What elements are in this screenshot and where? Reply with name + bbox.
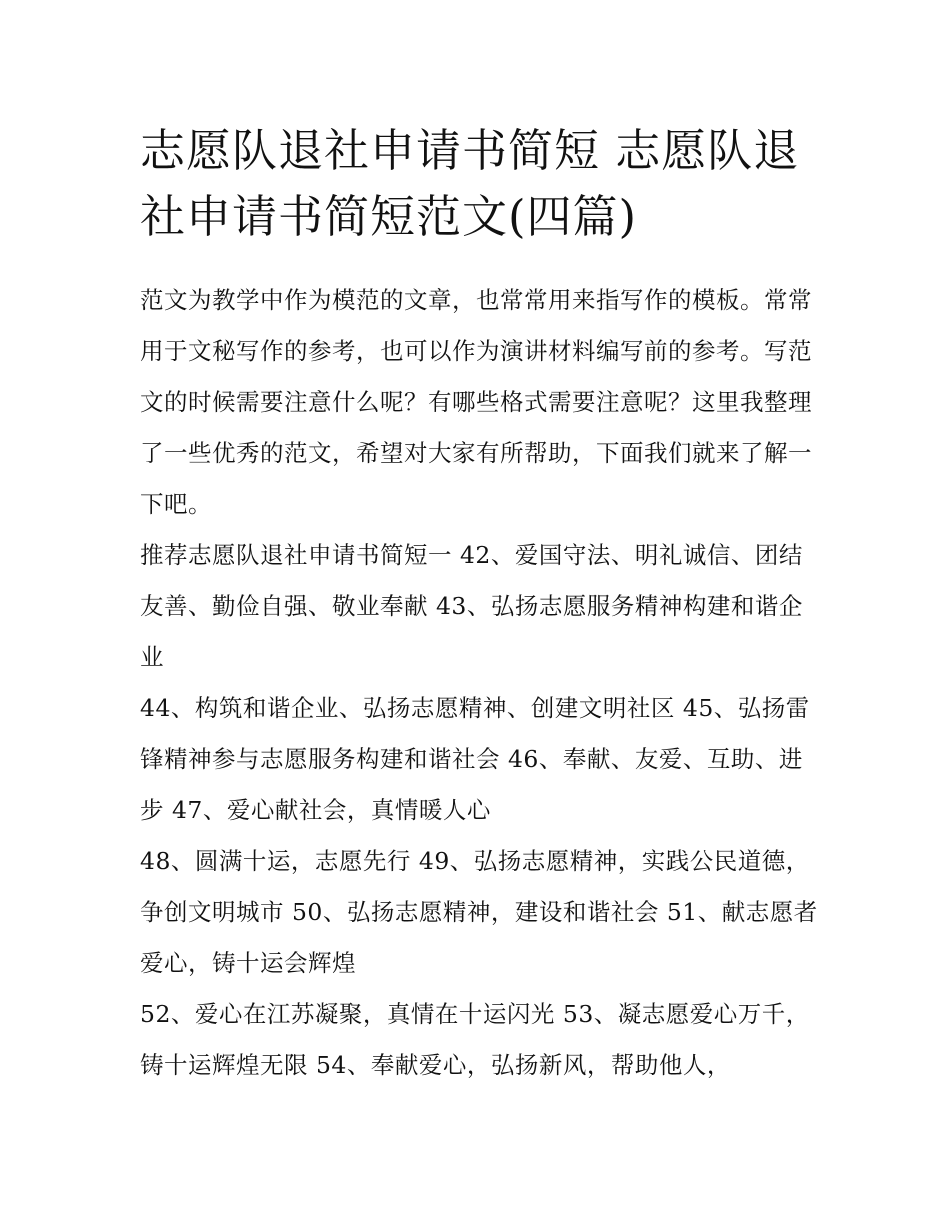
paragraph-slogans-52-54: 52、爱心在江苏凝聚，真情在十运闪光 53、凝志愿爱心万千，铸十运辉煌无限 54、奉献爱心，弘扬新风，帮助他人， — [140, 1000, 810, 1079]
paragraph-slogans-42-43: 推荐志愿队退社申请书简短一 42、爱国守法、明礼诚信、团结友善、勤俭自强、敬业奉献 43、弘扬志愿服务精神构建和谐企业 — [140, 541, 803, 671]
paragraph-intro: 范文为教学中作为模范的文章，也常常用来指写作的模板。常常用于文秘写作的参考，也可以作为演讲材料编写前的参考。写范文的时候需要注意什么呢？有哪些格式需要注意呢？这里我整理了一些优秀的范文，希望对大家有所帮助，下面我们就来了解一下吧。 — [140, 286, 812, 518]
paragraph-slogans-48-51: 48、圆满十运，志愿先行 49、弘扬志愿精神，实践公民道德，争创文明城市 50、弘扬志愿精神，建设和谐社会 51、献志愿者爱心，铸十运会辉煌 — [140, 847, 818, 977]
document-title: 志愿队退社申请书简短 志愿队退社申请书简短范文(四篇) — [140, 124, 800, 243]
paragraph-slogans-44-47: 44、构筑和谐企业、弘扬志愿精神、创建文明社区 45、弘扬雷锋精神参与志愿服务构建和谐社会 46、奉献、友爱、互助、进步 47、爱心献社会，真情暖人心 — [140, 694, 810, 824]
